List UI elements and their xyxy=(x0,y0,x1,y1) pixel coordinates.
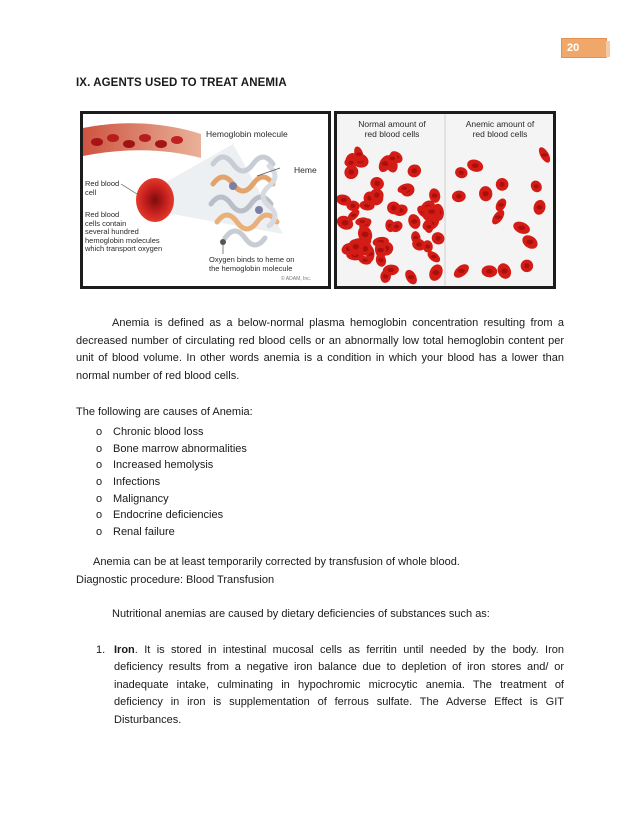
red-blood-cell-center xyxy=(350,204,355,208)
red-blood-cell-center xyxy=(458,269,465,273)
heme-icon xyxy=(229,182,237,190)
red-blood-cell-center xyxy=(363,246,369,251)
intro-paragraph: Anemia is defined as a below-normal plasma hemoglobin concentration resulting from a decreased number of circulating red blood cells or an abnormally low total hemoglobin content per unit of blood volume. In other words anemia is a condition in which your blood has a lower than normal number of red blood cells. xyxy=(76,317,564,382)
image-credit: © ADAM, Inc. xyxy=(281,276,312,282)
cause-item xyxy=(96,424,247,441)
red-blood-cell-center xyxy=(362,259,367,262)
red-blood-cell-center xyxy=(378,258,383,262)
heme-label: Heme xyxy=(294,165,317,175)
red-blood-cell-center xyxy=(402,187,408,190)
red-blood-cell-center xyxy=(431,255,437,258)
red-blood-cell-center xyxy=(351,214,357,217)
red-blood-cell-center xyxy=(459,170,464,174)
red-blood-cell-center xyxy=(349,169,355,174)
red-blood-cell-center xyxy=(388,268,394,272)
red-blood-cell-center xyxy=(428,209,435,213)
red-blood-cell-center xyxy=(374,192,379,197)
rbc-comparison-panel xyxy=(334,111,556,289)
red-blood-cell-center xyxy=(486,269,492,274)
bullet-icon: o xyxy=(96,426,103,438)
red-blood-cell-center xyxy=(527,240,534,245)
red-blood-cell-center xyxy=(342,220,349,225)
red-blood-cell-center xyxy=(500,182,505,187)
red-blood-cell-center xyxy=(356,152,362,155)
red-blood-cell-center xyxy=(426,225,431,229)
page-number: 20 xyxy=(561,38,607,58)
hemoglobin-label: Hemoglobin molecule xyxy=(206,129,288,139)
cause-text: Increased hemolysis xyxy=(113,459,214,472)
cause-text: Endocrine deficiencies xyxy=(113,509,224,522)
red-blood-cell-center xyxy=(374,181,380,186)
hemoglobin-illustration xyxy=(80,111,331,289)
item-text: . It is stored in intestinal mucosal cells as ferritin until needed by the body. Iron deficiency results from a negative iron balance due to depletion of iron stores and/ or inadequate intake, culminating in hypochromic microcytic anemia. The treatment of deficiency in iron is supplementation of ferrous sulfate. The Adverse Effect is GIT Disturbances. xyxy=(114,644,564,726)
nutrient-item xyxy=(96,642,564,729)
red-blood-cell-center xyxy=(534,184,539,188)
nutritional-line: Nutritional anemias are caused by dietary deficiencies of substances such as: xyxy=(112,608,490,620)
bullet-icon: o xyxy=(96,492,103,505)
bullet-icon: o xyxy=(96,459,103,472)
red-blood-cell-center xyxy=(456,194,462,199)
red-blood-cell-center xyxy=(425,244,430,248)
causes-list xyxy=(96,424,247,541)
diagnostic-line: Diagnostic procedure: Blood Transfusion xyxy=(76,574,275,586)
red-blood-cell-center xyxy=(495,215,502,219)
cause-item xyxy=(96,524,247,541)
cause-item xyxy=(96,457,247,474)
red-blood-cell-center xyxy=(433,270,440,275)
red-blood-cell-center xyxy=(498,203,503,207)
red-blood-cell-center xyxy=(348,161,353,165)
red-blood-cell-center xyxy=(391,205,396,210)
item-term: Iron xyxy=(114,644,135,656)
red-blood-cell-center xyxy=(524,263,529,268)
red-blood-cell-center xyxy=(390,157,396,161)
rbc-contain-label: Red blood cells contain several hundred hemoglobin molecules which transport oxygen xyxy=(85,210,163,253)
red-blood-cell-center xyxy=(359,220,365,223)
oxygen-label: Oxygen binds to heme on the hemoglobin molecule xyxy=(209,255,295,273)
red-blood-cell-center xyxy=(412,168,417,173)
red-blood-cell-center xyxy=(518,226,525,230)
red-blood-cell-center xyxy=(362,232,369,237)
red-blood-cell-center xyxy=(411,219,417,224)
rbc-comparison-diagram xyxy=(337,114,553,286)
bullet-icon: o xyxy=(96,509,103,522)
cause-text: Malignancy xyxy=(113,492,169,505)
normal-amount-label: Normal amount of red blood cells xyxy=(358,119,426,139)
red-blood-cell-center xyxy=(436,236,441,241)
cause-item xyxy=(96,491,247,508)
red-blood-cell-center xyxy=(394,225,399,229)
cause-item xyxy=(96,507,247,524)
anemia-figure xyxy=(80,111,556,289)
red-blood-cell-center xyxy=(472,163,479,168)
red-blood-cell-center xyxy=(501,268,507,273)
causes-heading: The following are causes of Anemia: xyxy=(76,406,253,418)
red-blood-cell-center xyxy=(377,248,384,252)
cause-item xyxy=(96,441,247,458)
cause-text: Infections xyxy=(113,476,161,489)
cause-text: Bone marrow abnormalities xyxy=(113,442,247,455)
anemic-amount-label: Anemic amount of red blood cells xyxy=(465,119,535,139)
red-blood-cell-center xyxy=(341,198,347,202)
red-blood-cell-center xyxy=(408,275,414,279)
cause-text: Renal failure xyxy=(113,526,175,539)
transfusion-line: Anemia can be at least temporarily corrected by transfusion of whole blood. xyxy=(93,556,460,568)
item-body xyxy=(114,642,564,729)
red-blood-cell-label: Red blood cell xyxy=(85,179,120,197)
item-number: 1. xyxy=(96,644,106,656)
bullet-icon: o xyxy=(96,526,103,539)
cause-text: Chronic blood loss xyxy=(113,426,204,438)
bullet-icon: o xyxy=(96,442,103,455)
cause-item xyxy=(96,474,247,491)
bullet-icon: o xyxy=(96,476,103,489)
red-blood-cell-center xyxy=(541,153,548,156)
red-blood-cell-center xyxy=(353,244,359,250)
red-blood-cell-center xyxy=(537,205,543,210)
red-blood-cell-center xyxy=(416,242,421,247)
section-title: IX. AGENTS USED TO TREAT ANEMIA xyxy=(76,77,287,89)
red-blood-cell-center xyxy=(432,193,438,197)
red-blood-cell-center xyxy=(483,191,489,196)
